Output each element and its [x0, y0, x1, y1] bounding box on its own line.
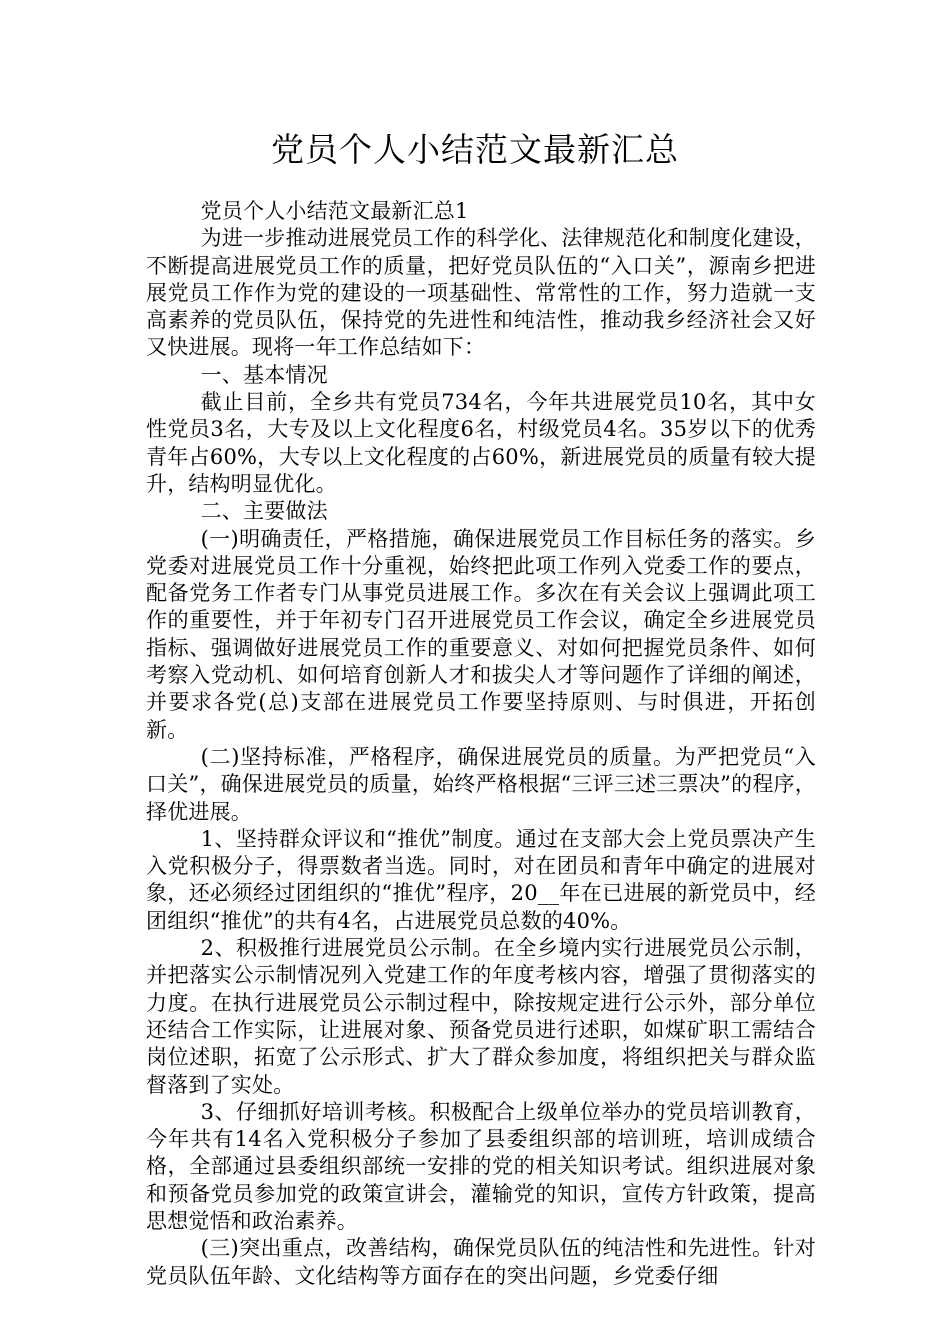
document-body: [146, 198, 816, 1290]
paragraph-basic-situation: 截止目前，全乡共有党员734名，今年共进展党员10名，其中女性党员3名，大专及以上文化程度6名，村级党员4名。35岁以下的优秀青年占60%，大专以上文化程度的占60%，新进展党员的质量有较大提升，结构明显优化。: [146, 390, 816, 496]
paragraph-practice-2: (二)坚持标准，严格程序，确保进展党员的质量。为严把党员“入口关”，确保进展党员的质量，始终严格根据“三评三述三票决”的程序，择优进展。: [146, 744, 816, 824]
paragraph-practice-1: (一)明确责任，严格措施，确保进展党员工作目标任务的落实。乡党委对进展党员工作十分重视，始终把此项工作列入党委工作的要点，配备党务工作者专门从事党员进展工作。多次在有关会议上强调此项工作的重要性，并于年初专门召开进展党员工作会议，确定全乡进展党员指标、强调做好进展党员工作的重要意义、对如何把握党员条件、如何考察入党动机、如何培育创新人才和拔尖人才等问题作了详细的阐述，并要求各党(总)支部在进展党员工作要坚持原则、与时俱进，开拓创新。: [146, 526, 816, 742]
document-title: 党员个人小结范文最新汇总: [271, 130, 679, 169]
paragraph-item-2: 2、积极推行进展党员公示制。在全乡境内实行进展党员公示制，并把落实公示制情况列入党建工作的年度考核内容，增强了贯彻落实的力度。在执行进展党员公示制过程中，除按规定进行公示外，部分单位还结合工作实际，让进展对象、预备党员进行述职，如煤矿职工需结合岗位述职，拓宽了公示形式、扩大了群众参加度，将组织把关与群众监督落到了实处。: [146, 936, 816, 1097]
paragraph-intro: 为进一步推动进展党员工作的科学化、法律规范化和制度化建设，不断提高进展党员工作的质量，把好党员队伍的“入口关”，源南乡把进展党员工作作为党的建设的一项基础性、常常性的工作，努力造就一支高素养的党员队伍，保持党的先进性和纯洁性，推动我乡经济社会又好又快进展。现将一年工作总结如下：: [146, 226, 816, 360]
section-heading-basic-situation: 一、基本情况: [200, 362, 328, 387]
paragraph-practice-3: (三)突出重点，改善结构，确保党员队伍的纯洁性和先进性。针对党员队伍年龄、文化结构等方面存在的突出问题，乡党委仔细: [146, 1236, 816, 1288]
paragraph-item-3: 3、仔细抓好培训考核。积极配合上级单位举办的党员培训教育，今年共有14名入党积极分子参加了县委组织部的培训班，培训成绩合格，全部通过县委组织部统一安排的党的相关知识考试。组织进展对象和预备党员参加党的政策宣讲会，灌输党的知识，宣传方针政策，提高思想觉悟和政治素养。: [146, 1099, 816, 1233]
section-heading-main-practices: 二、主要做法: [200, 499, 328, 524]
paragraph-subtitle: 党员个人小结范文最新汇总1: [200, 199, 469, 223]
paragraph-item-1: 1、坚持群众评议和“推优”制度。通过在支部大会上党员票决产生入党积极分子，得票数者当选。同时，对在团员和青年中确定的进展对象，还必须经过团组织的“推优”程序，20__年在已进展的新党员中，经团组织“推优”的共有4名，占进展党员总数的40%。: [146, 826, 816, 933]
